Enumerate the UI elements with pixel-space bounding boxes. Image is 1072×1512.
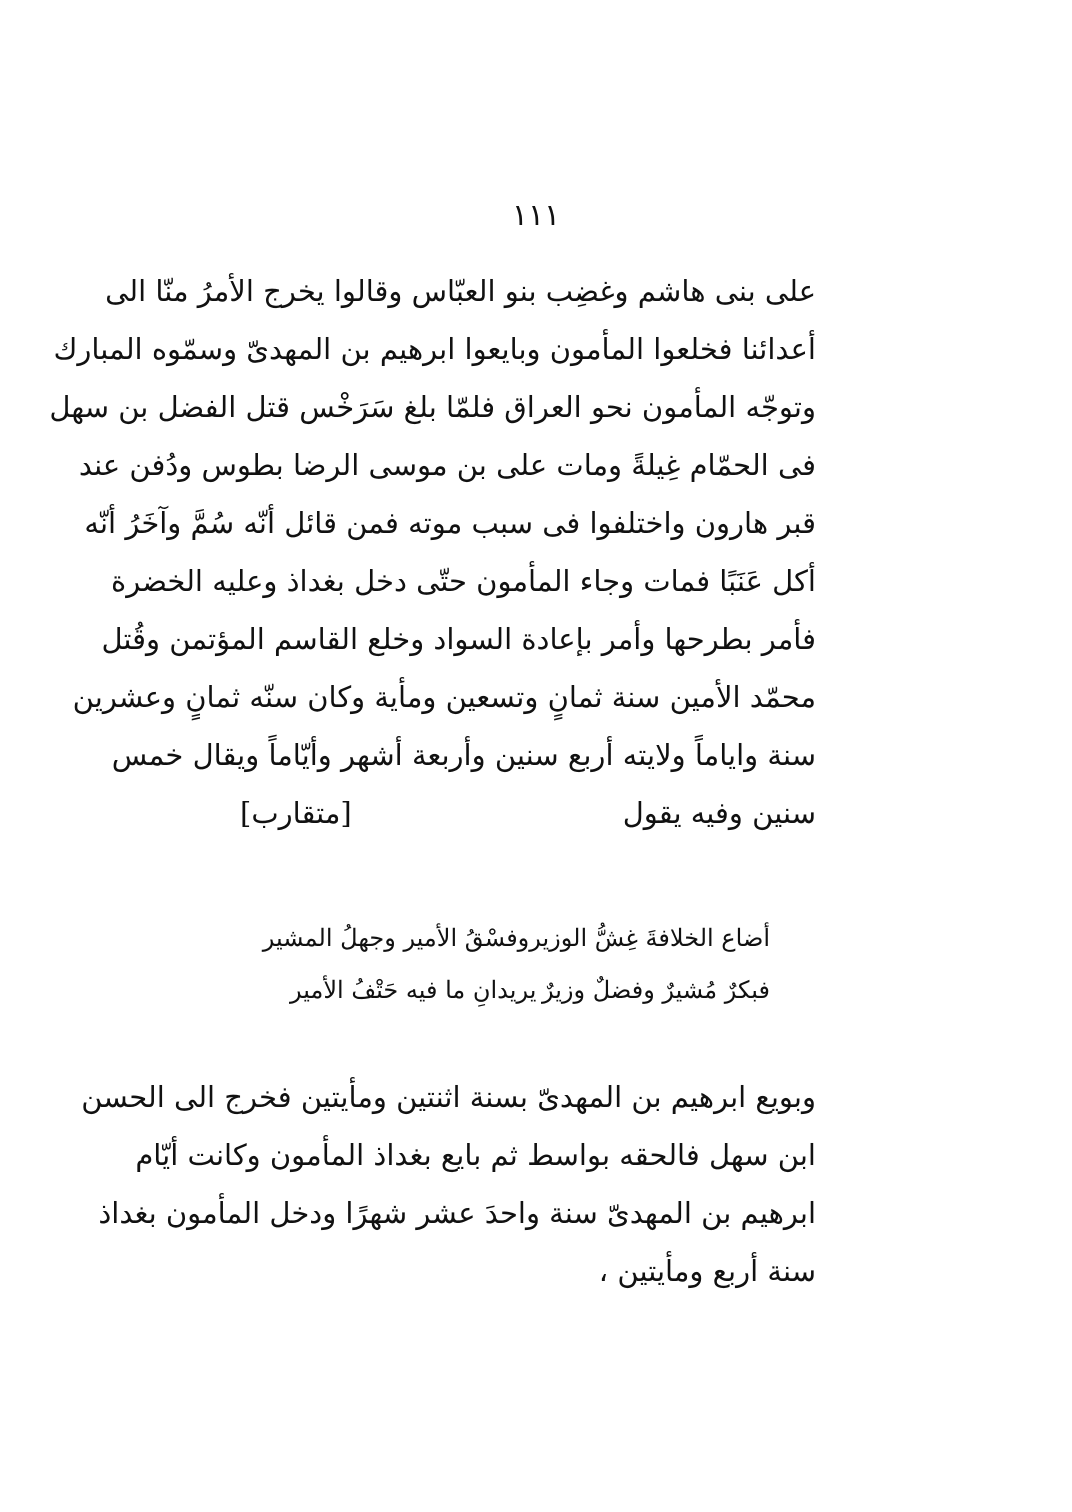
text-line: سنة واياماً ولايته أربع سنين وأربعة أشهر وأيّاماً ويقال خمس: [111, 738, 816, 772]
text-line: على بنى هاشم وغضِب بنو العبّاس وقالوا يخرج الأمرُ منّا الى: [105, 274, 816, 308]
text-line: ابرهيم بن المهدىّ سنة واحدَ عشر شهرًا ودخل المأمون بغداذ: [98, 1196, 816, 1230]
text-line: فى الحمّام غِيلةً ومات على بن موسى الرضا بطوس ودُفن عند: [78, 448, 816, 482]
meter-label: [متقارب]: [240, 796, 352, 830]
poem-verse: [290, 964, 770, 1016]
first-hemistich: فبكرٌ مُشيرٌ وفضلٌ وزيرٌ: [542, 976, 770, 1004]
poem: [262, 912, 770, 1016]
text-line: ابن سهل فالحقه بواسط ثم بايع بغداذ المأمون وكانت أيّام: [135, 1138, 816, 1172]
page-number: ١١١: [511, 198, 561, 233]
text-line: محمّد الأمين سنة ثمانٍ وتسعين ومأية وكان سنّه ثمانٍ وعشرين: [72, 680, 816, 714]
text-line: فأمر بطرحها وأمر بإعادة السواد وخلع القاسم المؤتمن وقُتل: [101, 622, 816, 656]
text-line-last: [240, 1242, 816, 1300]
text-line-last-content: سنين وفيه يقول: [622, 796, 816, 830]
second-hemistich: وفسْقُ الأمير وجهلُ المشير: [262, 924, 530, 952]
text-line: أكل عَنَبًا فمات وجاء المأمون حتّى دخل بغداذ وعليه الخضرة: [111, 564, 816, 598]
poem-verse: [262, 912, 770, 964]
paragraph-1: [49, 262, 816, 842]
text-line-last-content: سنة أربع ومأيتين ،: [598, 1254, 816, 1288]
paragraph-2: [81, 1068, 816, 1300]
second-hemistich: يريدانِ ما فيه حَتْفُ الأمير: [290, 976, 537, 1004]
text-line: أعدائنا فخلعوا المأمون وبايعوا ابرهيم بن المهدىّ وسمّوه المبارك: [53, 332, 816, 366]
text-line: وتوجّه المأمون نحو العراق فلمّا بلغ سَرَخْس قتل الفضل بن سهل: [49, 390, 816, 424]
first-hemistich: أضاع الخلافةَ غِشُّ الوزير: [529, 924, 770, 952]
text-line: وبويع ابرهيم بن المهدىّ بسنة اثنتين ومأيتين فخرج الى الحسن: [81, 1080, 816, 1114]
text-line: قبر هارون واختلفوا فى سبب موته فمن قائل أنّه سُمَّ وآخَرُ أنّه: [84, 506, 816, 540]
text-line-last: [240, 784, 816, 842]
